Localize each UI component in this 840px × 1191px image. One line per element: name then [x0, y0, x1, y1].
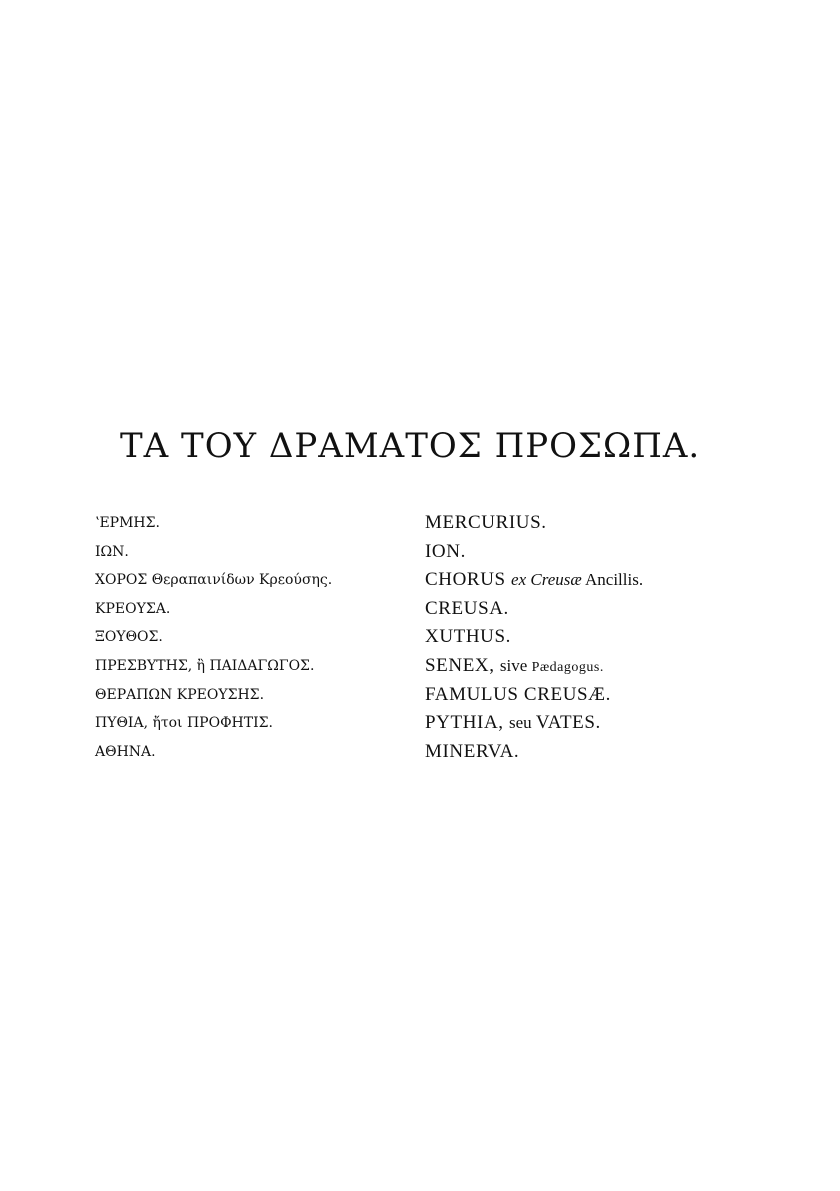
latin-name-chorus [425, 566, 825, 595]
greek-name-chorus: ΧΟΡΟΣ Θεραπαινίδων Κρεούσης. [95, 572, 333, 589]
latin-pythia-word: PYTHIA, [425, 712, 509, 734]
latin-pythia-vates: VATES. [535, 712, 601, 734]
greek-name-presbytes: ΠΡΕΣΒΥΤΗΣ, ἢ ΠΑΙΔΑΓΩΓΟΣ. [95, 657, 315, 674]
latin-chorus-ex: ex [511, 570, 531, 590]
latin-character-list [425, 509, 825, 766]
page-title: ΤΑ ΤΟΥ ΔΡΑΜΑΤΟΣ ΠΡΟΣΩΠΑ. [120, 426, 701, 466]
greek-name-hermes: ʽΕΡΜΗΣ. [95, 515, 160, 531]
latin-pythia-seu: seu [508, 713, 536, 733]
latin-name-senex [425, 652, 825, 681]
latin-name-mercurius: MERCURIUS. [425, 512, 547, 533]
latin-senex-word: SENEX, [425, 654, 500, 676]
latin-chorus-creusae: Creusæ [530, 570, 582, 590]
latin-name-famulus: FAMULUS CREUSÆ. [425, 683, 612, 705]
greek-character-list [95, 509, 415, 766]
latin-name-ion: ION. [425, 540, 466, 562]
greek-name-creusa: ΚΡΕΟΥΣΑ. [95, 600, 171, 617]
greek-name-ion: ΙΩΝ. [95, 543, 129, 560]
latin-name-pythia [425, 709, 825, 738]
greek-name-therapon: ΘΕΡΑΠΩΝ ΚΡΕΟΥΣΗΣ. [95, 686, 265, 703]
latin-name-xuthus: XUTHUS. [425, 626, 512, 648]
greek-name-athena: ΑΘΗΝΑ. [95, 743, 156, 760]
greek-name-pythia: ΠΥΘΙΑ, ἤτοι ΠΡΟΦΗΤΙΣ. [95, 715, 273, 732]
latin-chorus-ancillis: Ancillis. [581, 570, 644, 590]
latin-chorus-word: CHORUS [425, 569, 512, 591]
latin-senex-sive: sive [499, 655, 532, 675]
latin-name-minerva: MINERVA. [425, 740, 520, 762]
latin-name-creusa: CREUSA. [425, 597, 509, 619]
latin-senex-paedagogus: Pædagogus. [531, 659, 604, 675]
greek-name-xuthus: ΞΟΥΘΟΣ. [95, 629, 163, 646]
